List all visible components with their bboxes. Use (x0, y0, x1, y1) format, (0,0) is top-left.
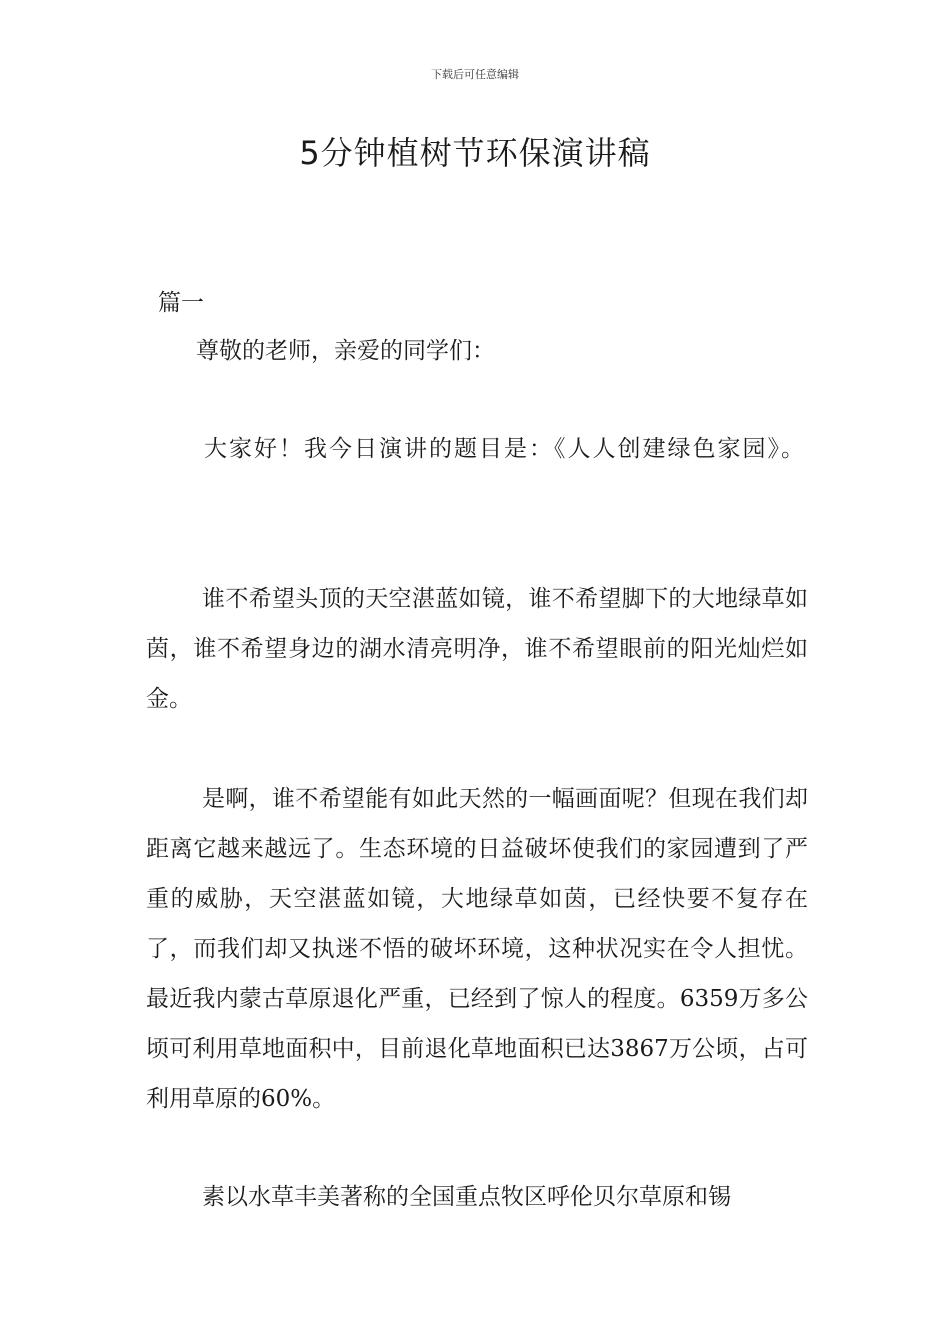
paragraph-4-block (146, 1172, 808, 1222)
salutation-block (146, 326, 808, 376)
paragraph-2-block (146, 574, 808, 724)
header-note: 下载后可任意编辑 (431, 68, 519, 81)
section-label: 篇一 (158, 290, 204, 316)
paragraph-1-block (146, 424, 808, 474)
paragraph-3: 是啊，谁不希望能有如此天然的一幅画面呢？但现在我们却距离它越来越远了。生态环境的日益破坏使我们的家园遭到了严重的威胁，天空湛蓝如镜，大地绿草如茵，已经快要不复存在了，而我们却又执迷不悟的破坏环境，这种状况实在令人担忧。最近我内蒙古草原退化严重，已经到了惊人的程度。6359万多公顷可利用草地面积中，目前退化草地面积已达3867万公顷，占可利用草原的60%。 (146, 786, 808, 1112)
paragraph-1: 大家好！我今日演讲的题目是：《人人创建绿色家园》。 (204, 436, 806, 462)
salutation: 尊敬的老师，亲爱的同学们： (196, 338, 495, 364)
paragraph-4: 素以水草丰美著称的全国重点牧区呼伦贝尔草原和锡 (202, 1184, 731, 1210)
document-title: 5分钟植树节环保演讲稿 (299, 134, 651, 172)
paragraph-3-block (146, 774, 808, 1124)
paragraph-2: 谁不希望头顶的天空湛蓝如镜，谁不希望脚下的大地绿草如茵，谁不希望身边的湖水清亮明净，谁不希望眼前的阳光灿烂如金。 (146, 586, 808, 712)
